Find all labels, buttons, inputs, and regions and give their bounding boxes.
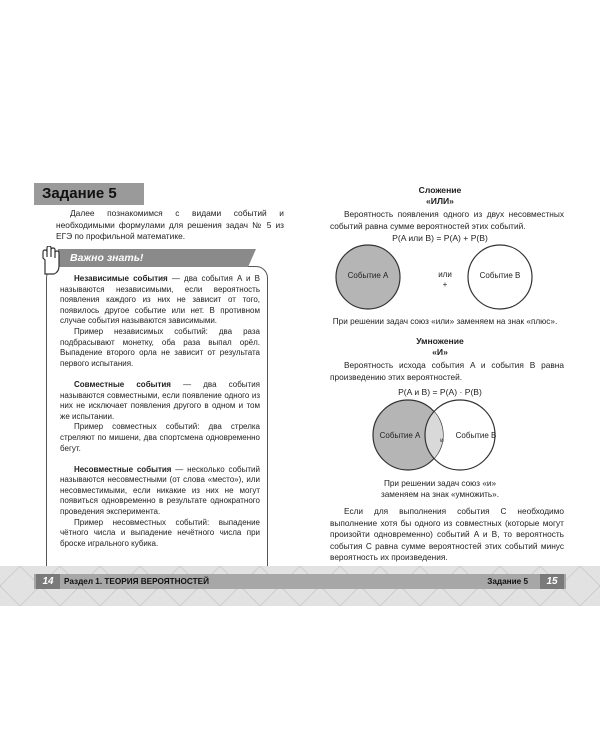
event-b-label: Событие B bbox=[479, 271, 521, 280]
footer-section-right: Задание 5 bbox=[487, 577, 528, 586]
hand-pointing-icon bbox=[36, 246, 62, 276]
or-label: или bbox=[438, 270, 452, 279]
addition-formula: P(A или B) = P(A) + P(B) bbox=[392, 233, 488, 243]
addition-text: Вероятность появления одного из двух несовместных событий равна сумме вероятностей этих событий. bbox=[330, 209, 564, 231]
page-number-left: 14 bbox=[36, 574, 60, 589]
independent-example: Пример независимых событий: два раза подбрасывают монетку, оба раза выпал орёл. Выпадение второго орла не зависит от результата первого испытания. bbox=[60, 326, 260, 368]
task-title: Задание 5 bbox=[34, 183, 144, 205]
disjoint-term: Несовместные события bbox=[74, 464, 172, 474]
joint-example: Пример совместных событий: два стрелка стреляют по мишени, два спортсмена одновременно бегут. bbox=[60, 422, 260, 453]
footer-section-left: Раздел 1. ТЕОРИЯ ВЕРОЯТНОСТЕЙ bbox=[64, 577, 209, 586]
disjoint-definition: — несколько событий называются несовместными (от слова «место»), или несовместимыми, если никакие из них не могут появиться одновременно в результате однократного проведения эксперимента. bbox=[60, 464, 260, 517]
joint-events-rule-text: Если для выполнения события C необходимо выполнение хотя бы одного из совместных (которые могут произойти одновременно) событий A и B, то вероятность события C равна сумме вероятностей этих событий минус вероятность их произведения. bbox=[330, 506, 564, 562]
event-b-label: Событие B bbox=[455, 431, 497, 440]
independent-definition: — два события A и B называются независимыми, если вероятность появления каждого из них не зависит от того, появилось другое событие или нет. В противном случае события называются зависимыми. bbox=[60, 274, 260, 326]
important-banner-label: Важно знать! bbox=[70, 252, 144, 264]
independent-term: Независимые события bbox=[74, 274, 168, 283]
joint-term: Совместные события bbox=[74, 379, 171, 389]
intro-paragraph: Далее познакомимся с видами событий и необходимыми формулами для решения задач № 5 из ЕГЭ по профильной математике. bbox=[56, 208, 284, 241]
page-number-right: 15 bbox=[540, 574, 564, 589]
multiplication-formula: P(A и B) = P(A) · P(B) bbox=[398, 387, 482, 397]
important-box-text bbox=[60, 274, 260, 549]
event-a-label: Событие A bbox=[347, 271, 389, 280]
multiplication-text: Вероятность исхода события A и события B равна произведению этих вероятностей. bbox=[330, 360, 564, 382]
addition-caption: При решении задач союз «или» заменяем на знак «плюс». bbox=[332, 317, 558, 326]
event-a-label: Событие A bbox=[379, 431, 421, 440]
multiplication-caption: При решении задач союз «и» заменяем на знак «умножить». bbox=[381, 479, 499, 499]
disjoint-example: Пример несовместных событий: выпадение чётного числа и выпадение нечётного числа при броске игрального кубика. bbox=[60, 517, 260, 548]
multiplication-heading: Умножение «И» bbox=[416, 336, 464, 357]
plus-label: + bbox=[442, 280, 448, 289]
addition-heading: Сложение «ИЛИ» bbox=[418, 185, 462, 206]
joint-definition: — два события называются совместными, если появление одного из них не исключает появления другого в одном и том же испытании. bbox=[60, 379, 260, 421]
and-label: и bbox=[440, 437, 444, 444]
